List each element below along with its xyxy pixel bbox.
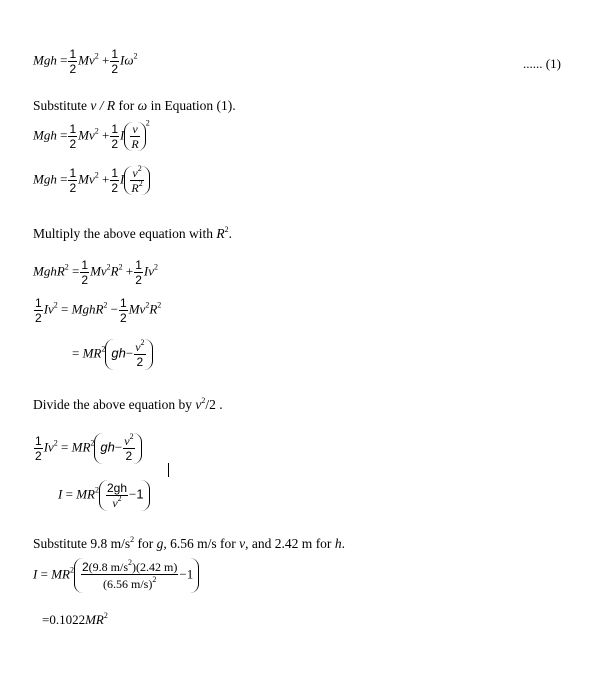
final-result <box>42 612 108 628</box>
eq3-term1: Mv <box>78 171 95 187</box>
eq2-half-2 <box>110 123 119 150</box>
eq1-term1-exp: 2 <box>94 51 99 61</box>
eq7-term0: Iv <box>43 439 54 455</box>
eq1-half-2 <box>110 48 119 75</box>
substitute-values-instruction <box>33 536 345 552</box>
eq7-rhs-exp: 2 <box>90 438 95 448</box>
equation-1 <box>33 48 138 75</box>
eq7-half-0-num: 1 <box>35 434 42 448</box>
eq4-term1: Mv <box>90 263 107 279</box>
eq1-half-1-num: 1 <box>69 47 77 61</box>
eq5-half-0-num: 1 <box>35 296 42 310</box>
eq2-half-1-den: 2 <box>69 137 77 151</box>
eq7-paren <box>94 433 141 464</box>
eq2-half-2-num: 1 <box>111 122 119 136</box>
eq2-paren <box>124 122 145 151</box>
eq7-ratio-num <box>123 432 134 449</box>
subst-text-b: 9.8 m/s <box>90 536 131 551</box>
eq8-ratio-den-var: v <box>112 496 118 510</box>
eq8-ratio-den <box>106 496 128 509</box>
equation-9 <box>33 558 199 593</box>
eq5-term1-r-exp: 2 <box>157 300 162 310</box>
eq3-paren <box>124 166 149 195</box>
subst-text-k: for <box>312 536 335 551</box>
eq2-ratio-den: R <box>131 137 139 151</box>
eq6-ratio-num <box>134 338 145 355</box>
eq4-half-1-den: 2 <box>81 273 89 287</box>
eq5-rhs1-exp: 2 <box>103 300 108 310</box>
eq3-plus: + <box>101 171 110 187</box>
eq5-term1-r: R <box>149 301 158 317</box>
result-unit-exp: 2 <box>103 611 108 620</box>
eq9-one: 1 <box>186 566 194 582</box>
eq4-half-2-num: 1 <box>135 258 142 272</box>
eq2-half-1 <box>68 123 77 150</box>
subst-text-a: Substitute <box>33 536 91 551</box>
eq9-num-a: 2 <box>81 560 89 574</box>
eq7-ratio-num-var: v <box>124 434 130 448</box>
eq9-ratio-den: (6.56 m/s)$^2$ <box>102 575 157 591</box>
multiply-text-a: Multiply the above equation with <box>33 226 217 241</box>
divide-instruction <box>33 397 223 413</box>
eq1-half-2-num: 1 <box>111 47 119 61</box>
eq1-term2: Iω <box>120 52 134 68</box>
eq7-ratio-num-exp: 2 <box>129 432 134 441</box>
subst-text-l: h <box>334 536 342 551</box>
eq6-ratio-den: 2 <box>136 355 144 369</box>
divide-text-exp: 2 <box>201 396 206 405</box>
sub-text-a: Substitute <box>33 98 91 113</box>
multiply-text-b: R <box>216 226 225 241</box>
eq8-lhs: I <box>58 486 63 502</box>
eq3-half-2 <box>110 167 119 194</box>
subst-text-d: g <box>156 536 164 551</box>
eq6-ratio-num-exp: 2 <box>140 338 145 347</box>
eq2-inertia: I <box>120 127 125 143</box>
divide-text-a: Divide the above equation by <box>33 397 196 412</box>
result-value: 0.1022 <box>49 612 86 627</box>
eq3-half-2-den: 2 <box>111 181 119 195</box>
eq6-rhs: MR <box>82 345 102 361</box>
eq2-equals: = <box>60 127 68 143</box>
eq1-term1: Mv <box>78 52 95 68</box>
eq2-term1: Mv <box>78 127 95 143</box>
equation-2 <box>33 118 150 151</box>
eq3-ratio-num-exp: 2 <box>137 164 142 173</box>
multiply-instruction <box>33 226 232 242</box>
eq4-lhs: MghR <box>33 263 65 279</box>
eq2-term1-exp: 2 <box>94 126 99 136</box>
eq3-ratio-den-exp: 2 <box>138 179 143 188</box>
subst-text-h: v <box>239 536 246 551</box>
eq9-num-b-exp: 2 <box>128 558 132 567</box>
eq7-term0-exp: 2 <box>53 438 58 448</box>
eq6-minus: − <box>125 345 134 361</box>
eq9-rhs-exp: 2 <box>69 565 74 575</box>
eq8-equals: = <box>65 486 73 502</box>
sub-text-e: in Equation (1). <box>147 98 236 113</box>
eq5-term0: Iv <box>43 301 54 317</box>
eq3-ratio-num-var: v <box>132 166 138 180</box>
eq6-rhs-exp: 2 <box>101 344 106 354</box>
eq4-half-1 <box>80 259 89 286</box>
eq4-half-2-den: 2 <box>135 273 142 287</box>
eq7-half-0 <box>34 435 43 462</box>
sub-text-b: v / R <box>90 98 116 113</box>
eq9-num-b: 9.8 m/s <box>92 560 128 574</box>
eq4-half-1-num: 1 <box>81 258 89 272</box>
eq3-half-1 <box>68 167 77 194</box>
eq7-minus: − <box>114 439 123 455</box>
eq3-inertia: I <box>120 171 125 187</box>
result-equals: = <box>42 612 50 627</box>
sub-text-d: ω <box>137 98 148 113</box>
sub-text-c: for <box>115 98 138 113</box>
eq6-inner: gh <box>111 345 126 361</box>
eq9-rhs: MR <box>51 566 70 582</box>
equation-8 <box>58 480 150 511</box>
subst-text-i: , and <box>245 536 275 551</box>
eq9-lhs: I <box>33 566 38 582</box>
eq3-half-1-num: 1 <box>69 166 77 180</box>
eq8-minus: − <box>129 486 137 502</box>
eq8-paren <box>99 480 150 511</box>
eq9-equals: = <box>40 566 48 582</box>
subst-text-g: for <box>216 536 240 551</box>
eq5-half-1-den: 2 <box>120 311 127 325</box>
eq3-term1-exp: 2 <box>94 170 99 180</box>
eq5-term0-exp: 2 <box>53 300 58 310</box>
eq4-term2: Iv <box>143 263 155 279</box>
eq5-term1: Mv <box>128 301 146 317</box>
eq2-half-1-num: 1 <box>69 122 77 136</box>
subst-text-m: . <box>341 536 345 551</box>
eq7-inner: gh <box>100 439 115 455</box>
eq5-half-1-num: 1 <box>120 296 127 310</box>
eq4-term1-r: R <box>110 263 119 279</box>
eq3-half-1-den: 2 <box>69 181 77 195</box>
eq8-ratio <box>106 482 128 509</box>
eq9-paren <box>74 558 199 593</box>
eq9-num-c: 2.42 m <box>140 560 174 574</box>
eq6-equals: = <box>72 345 80 361</box>
eq6-ratio <box>134 338 145 369</box>
eq4-lhs-exp: 2 <box>64 262 69 272</box>
eq2-half-2-den: 2 <box>111 137 119 151</box>
eq9-den-exp: 2 <box>152 575 157 584</box>
eq7-rhs: MR <box>71 439 91 455</box>
eq8-one: 1 <box>136 486 144 502</box>
eq3-ratio-den-var: R <box>131 181 139 195</box>
equation-7 <box>33 433 142 464</box>
subst-text-c: for <box>134 536 157 551</box>
subst-text-j: 2.42 m <box>274 536 313 551</box>
equation-3 <box>33 166 150 195</box>
eq1-half-1 <box>68 48 77 75</box>
eq3-ratio-den <box>130 181 143 194</box>
eq1-term2-exp: 2 <box>133 51 138 61</box>
multiply-text-c: . <box>228 226 232 241</box>
equation-tag: ...... (1) <box>523 56 561 71</box>
eq8-ratio-num: 2gh <box>106 481 127 495</box>
eq2-ratio <box>130 123 139 150</box>
eq3-equals: = <box>60 171 68 187</box>
eq7-ratio <box>123 432 134 463</box>
equation-4 <box>33 259 158 286</box>
eq1-lhs: Mgh <box>33 52 57 68</box>
eq7-equals: = <box>61 439 69 455</box>
subst-text-b-exp: 2 <box>130 535 135 544</box>
eq1-half-2-den: 2 <box>111 62 119 76</box>
text-cursor <box>168 463 169 477</box>
eq3-lhs: Mgh <box>33 171 57 187</box>
eq4-term2-exp: 2 <box>154 262 159 272</box>
eq3-ratio <box>130 164 143 195</box>
eq5-term1-exp: 2 <box>145 300 150 310</box>
multiply-text-exp: 2 <box>224 225 229 234</box>
eq4-equals: = <box>72 263 80 279</box>
eq2-plus: + <box>101 127 110 143</box>
eq9-ratio <box>81 558 178 591</box>
eq2-ratio-num: v <box>130 123 139 137</box>
eq5-half-0-den: 2 <box>35 311 42 325</box>
eq1-plus: + <box>101 52 110 68</box>
equation-6 <box>72 339 153 370</box>
divide-text-c: /2 . <box>205 397 223 412</box>
subst-text-f: 6.56 m/s <box>170 536 217 551</box>
substitute-instruction <box>33 98 236 114</box>
subst-text-e: , <box>163 536 171 551</box>
eq4-term1-r-exp: 2 <box>118 262 123 272</box>
eq5-equals: = <box>61 301 69 317</box>
eq5-minus: − <box>110 301 119 317</box>
result-unit: MR <box>85 612 104 627</box>
eq4-plus: + <box>125 263 134 279</box>
equation-5 <box>33 297 161 324</box>
eq8-rhs: MR <box>76 486 95 502</box>
eq9-ratio-num: 2(9.8 $m/s^2)(2.42$ m) <box>81 558 178 574</box>
eq2-lhs: Mgh <box>33 127 57 143</box>
eq1-half-1-den: 2 <box>69 62 77 76</box>
eq7-half-0-den: 2 <box>35 449 42 463</box>
eq7-ratio-den: 2 <box>125 449 133 463</box>
eq8-rhs-exp: 2 <box>94 485 99 495</box>
eq4-half-2 <box>134 259 143 286</box>
eq4-term1-exp: 2 <box>106 262 111 272</box>
eq2-paren-exp: 2 <box>145 118 150 128</box>
eq6-paren <box>105 339 152 370</box>
eq5-half-0 <box>34 297 43 324</box>
eq8-ratio-den-exp: 2 <box>117 494 122 503</box>
eq5-rhs1: MghR <box>71 301 104 317</box>
eq5-half-1 <box>119 297 128 324</box>
eq9-minus: − <box>179 566 187 582</box>
eq1-equals: = <box>60 52 68 68</box>
eq6-ratio-num-var: v <box>135 340 141 354</box>
divide-text-b: v <box>195 397 202 412</box>
eq9-den-value: 6.56 m/s <box>106 577 149 591</box>
eq3-half-2-num: 1 <box>111 166 119 180</box>
